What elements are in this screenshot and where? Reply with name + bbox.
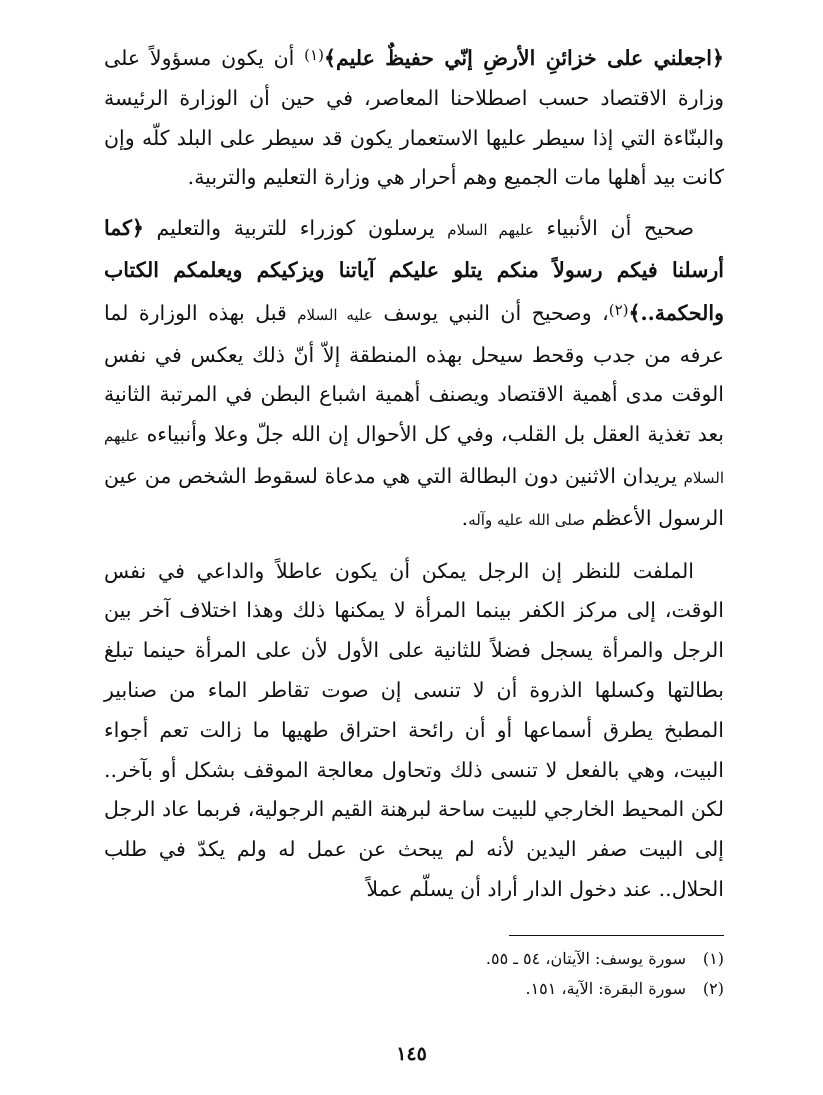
paragraph-text: ، وصحيح أن النبي يوسف xyxy=(383,300,609,325)
quran-quote: ﴿اجعلني على خزائنِ الأرضِ إنّي حفيظٌ عليم﴾ xyxy=(323,46,724,70)
paragraph-1 xyxy=(104,36,724,198)
footnote xyxy=(304,944,724,974)
honorific-glyph: عليهم السلام xyxy=(447,221,534,240)
paragraph-text: صحيح أن الأنبياء xyxy=(546,216,694,241)
footnote-text: سورة البقرة: الآية، ١٥١. xyxy=(525,979,686,998)
footnote-number: (٢) xyxy=(702,979,724,998)
page-number: ١٤٥ xyxy=(396,1043,427,1065)
honorific-glyph: عليهم السلام xyxy=(104,427,724,487)
paragraph-text: قبل بهذه الوزارة لما عرفه من جدب وقحط سيحل بهذه المنطقة إلاّ أنّ ذلك يعكس في نفس الوقت مدى أهمية الاقتصاد ويصنف أهمية اشباع البطن في المرتبة الثانية بعد تغذية العقل بل القلب، وفي كل الأحوال إن الله جلّ وعلا وأنبياءه xyxy=(104,300,724,447)
paragraph-text: أن يكون مسؤولاً على وزارة الاقتصاد حسب اصطلاحنا المعاصر، في حين أن الوزارة الرئيسة والبنّاءة التي إذا سيطر عليها الاستعمار يكون قد سيطر على البلد كلّه وإن كانت بيد أهلها مات الجميع وهم أحرار هي وزارة التعليم والتربية. xyxy=(104,46,724,190)
footnote-divider xyxy=(509,935,724,936)
honorific-glyph: عليه السلام xyxy=(297,305,373,324)
paragraph-text: يرسلون كوزراء للتربية والتعليم xyxy=(143,216,448,241)
footnote-number: (١) xyxy=(702,949,724,968)
paragraph-3 xyxy=(104,552,724,910)
paragraph-text: . xyxy=(461,505,469,530)
honorific-glyph: صلى الله عليه وآله xyxy=(468,510,585,529)
footnote-marker[interactable]: (٢) xyxy=(608,300,629,319)
footnotes xyxy=(304,944,724,1004)
footnote xyxy=(304,974,724,1004)
footnote-marker[interactable]: (١) xyxy=(304,46,324,64)
paragraph-text: الملفت للنظر إن الرجل يمكن أن يكون عاطلاً والداعي في نفس الوقت، إلى مركز الكفر بينما المرأة لا يمكنها ذلك وهذا اختلاف آخر بين الرجل والمرأة يسجل فضلاً للثانية على الأول لأن على المرأة حينما تبلغ بطالتها وكسلها الذروة أن لا تنسى إن صوت تقاطر الماء من صنابير المطبخ يطرق أسماعها أو أن رائحة احتراق طهيها ما زالت تعم أجواء البيت، وهي بالفعل لا تنسى ذلك وتحاول معالجة الموقف بشكل أو بآخر.. لكن المحيط الخارجي للبيت ساحة لبرهنة القيم الرجولية، فربما عاد الرجل إلى البيت صفر اليدين لأنه لم يبحث عن عمل له ولم يكدّ في طلب الحلال.. عند دخول الدار أراد أن يسلّم عملاً xyxy=(104,558,724,901)
quran-quote: ﴿كما أرسلنا فيكم رسولاً منكم يتلو عليكم آياتنا ويزكيكم ويعلمكم الكتاب والحكمة..﴾ xyxy=(104,216,725,325)
paragraph-2 xyxy=(104,209,724,540)
paragraph-text: يريدان الاثنين دون البطالة التي هي مدعاة لسقوط الشخص من عين الرسول الأعظم xyxy=(104,463,724,530)
footnote-text: سورة يوسف: الآيتان، ٥٤ ـ ٥٥. xyxy=(485,949,686,968)
body-text xyxy=(104,36,724,910)
